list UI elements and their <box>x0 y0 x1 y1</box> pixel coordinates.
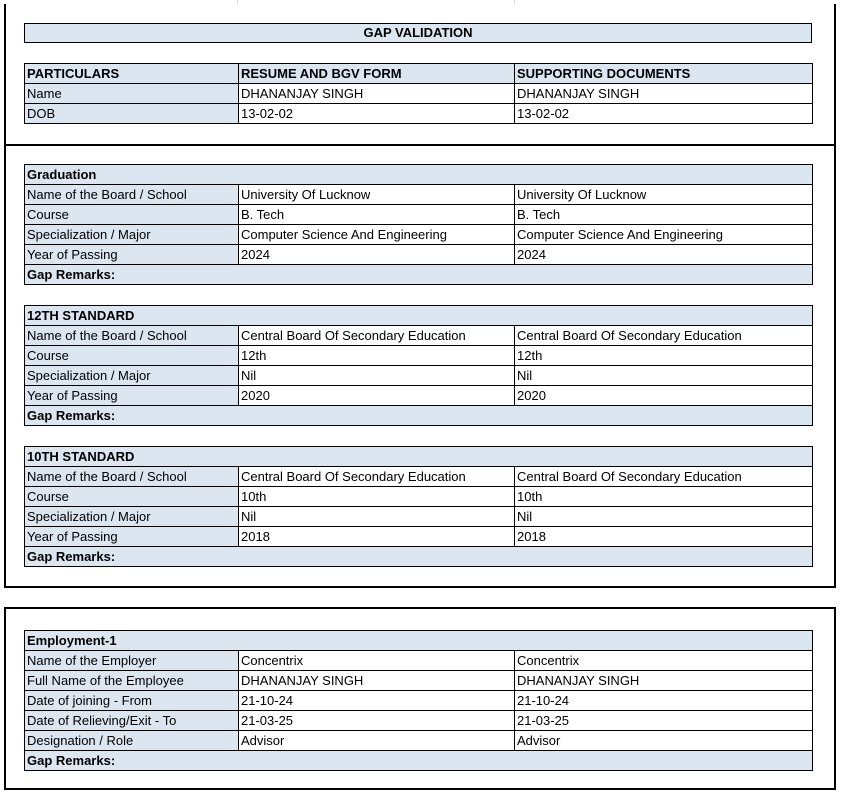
table-row <box>25 711 813 731</box>
document-value[interactable]: Central Board Of Secondary Education <box>515 326 813 346</box>
document-value[interactable]: 21-10-24 <box>515 691 813 711</box>
document-value[interactable]: Concentrix <box>515 651 813 671</box>
resume-value[interactable]: DHANANJAY SINGH <box>239 671 515 691</box>
document-value[interactable]: DHANANJAY SINGH <box>515 671 813 691</box>
row-label: Course <box>25 487 239 507</box>
header-particulars: PARTICULARS <box>25 64 239 84</box>
resume-value[interactable]: DHANANJAY SINGH <box>239 84 515 104</box>
resume-value[interactable]: 2024 <box>239 245 515 265</box>
document-value[interactable]: 2020 <box>515 386 813 406</box>
document-value[interactable]: Advisor <box>515 731 813 751</box>
row-label: Name of the Employer <box>25 651 239 671</box>
document-value[interactable]: Computer Science And Engineering <box>515 225 813 245</box>
table-row <box>25 487 813 507</box>
resume-value[interactable]: 2018 <box>239 527 515 547</box>
row-label: Name of the Board / School <box>25 467 239 487</box>
gap-remarks-graduation[interactable]: Gap Remarks: <box>25 265 813 285</box>
section-title-employment: Employment-1 <box>25 631 813 651</box>
document-value[interactable]: Nil <box>515 507 813 527</box>
section-title-12th: 12TH STANDARD <box>25 306 813 326</box>
table-row <box>25 527 813 547</box>
row-label: Year of Passing <box>25 527 239 547</box>
resume-value[interactable]: Nil <box>239 507 515 527</box>
table-row <box>25 731 813 751</box>
header-row <box>25 64 813 84</box>
row-label: Designation / Role <box>25 731 239 751</box>
table-row <box>25 671 813 691</box>
row-label: Year of Passing <box>25 386 239 406</box>
resume-value[interactable]: 21-03-25 <box>239 711 515 731</box>
graduation-table <box>24 164 813 285</box>
table-row <box>25 366 813 386</box>
document-value[interactable]: 21-03-25 <box>515 711 813 731</box>
page-title: GAP VALIDATION <box>24 23 812 43</box>
resume-value[interactable]: University Of Lucknow <box>239 185 515 205</box>
tenth-table <box>24 446 813 567</box>
gap-remarks-employment[interactable]: Gap Remarks: <box>25 751 813 771</box>
gap-remarks-12th[interactable]: Gap Remarks: <box>25 406 813 426</box>
row-label: Specialization / Major <box>25 225 239 245</box>
employment-table <box>24 630 813 771</box>
table-row <box>25 104 813 124</box>
document-value[interactable]: Central Board Of Secondary Education <box>515 467 813 487</box>
table-row <box>25 245 813 265</box>
table-row <box>25 84 813 104</box>
twelfth-table <box>24 305 813 426</box>
document-value[interactable]: 2018 <box>515 527 813 547</box>
document-value[interactable]: DHANANJAY SINGH <box>515 84 813 104</box>
document-value[interactable]: B. Tech <box>515 205 813 225</box>
resume-value[interactable]: 10th <box>239 487 515 507</box>
document-value[interactable]: 2024 <box>515 245 813 265</box>
resume-value[interactable]: 12th <box>239 346 515 366</box>
row-label: Name of the Board / School <box>25 326 239 346</box>
resume-value[interactable]: Nil <box>239 366 515 386</box>
row-label: Course <box>25 205 239 225</box>
resume-value[interactable]: 13-02-02 <box>239 104 515 124</box>
document-value[interactable]: Nil <box>515 366 813 386</box>
table-row <box>25 225 813 245</box>
row-label: Name <box>25 84 239 104</box>
header-documents: SUPPORTING DOCUMENTS <box>515 64 813 84</box>
resume-value[interactable]: Concentrix <box>239 651 515 671</box>
document-value[interactable]: University Of Lucknow <box>515 185 813 205</box>
document-value[interactable]: 13-02-02 <box>515 104 813 124</box>
resume-value[interactable]: Computer Science And Engineering <box>239 225 515 245</box>
table-row <box>25 205 813 225</box>
resume-value[interactable]: B. Tech <box>239 205 515 225</box>
table-row <box>25 691 813 711</box>
table-row <box>25 386 813 406</box>
row-label: Date of Relieving/Exit - To <box>25 711 239 731</box>
table-row <box>25 507 813 527</box>
resume-value[interactable]: Central Board Of Secondary Education <box>239 326 515 346</box>
row-label: Specialization / Major <box>25 366 239 386</box>
table-row <box>25 651 813 671</box>
header-resume: RESUME AND BGV FORM <box>239 64 515 84</box>
row-label: Name of the Board / School <box>25 185 239 205</box>
resume-value[interactable]: 2020 <box>239 386 515 406</box>
document-value[interactable]: 10th <box>515 487 813 507</box>
row-label: Full Name of the Employee <box>25 671 239 691</box>
table-row <box>25 467 813 487</box>
row-label: Course <box>25 346 239 366</box>
personal-table <box>24 63 813 124</box>
resume-value[interactable]: Central Board Of Secondary Education <box>239 467 515 487</box>
table-row <box>25 346 813 366</box>
table-row <box>25 326 813 346</box>
section-title-graduation: Graduation <box>25 165 813 185</box>
table-row <box>25 185 813 205</box>
gap-remarks-10th[interactable]: Gap Remarks: <box>25 547 813 567</box>
row-label: Year of Passing <box>25 245 239 265</box>
section-title-10th: 10TH STANDARD <box>25 447 813 467</box>
resume-value[interactable]: 21-10-24 <box>239 691 515 711</box>
row-label: Specialization / Major <box>25 507 239 527</box>
document-value[interactable]: 12th <box>515 346 813 366</box>
row-label: DOB <box>25 104 239 124</box>
resume-value[interactable]: Advisor <box>239 731 515 751</box>
row-label: Date of joining - From <box>25 691 239 711</box>
